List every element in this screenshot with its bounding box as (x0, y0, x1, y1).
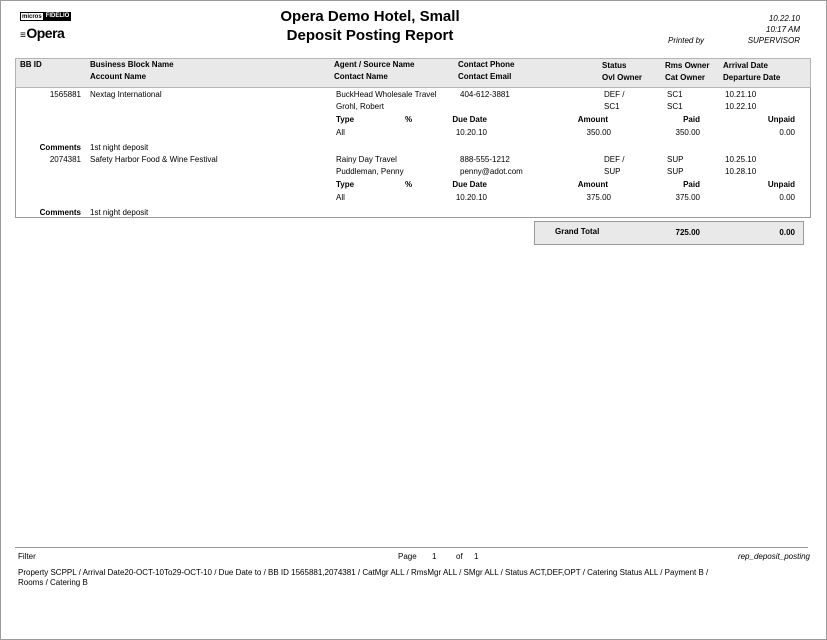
col-bb-id: BB ID (20, 60, 42, 69)
logo-fidelio-text: FIDELIO (45, 13, 70, 19)
sub-col-due-date: Due Date (452, 115, 487, 124)
sub-col-unpaid: Unpaid (767, 180, 795, 189)
cat-owner-value: SC1 (667, 102, 683, 111)
table-right-border (810, 88, 811, 217)
table-bottom-border (15, 217, 811, 218)
status-value: DEF / (604, 90, 625, 99)
col-contact-phone: Contact Phone (458, 60, 515, 69)
deposit-due-date: 10.20.10 (455, 193, 487, 202)
hotel-name: Opera Demo Hotel, Small (280, 8, 460, 25)
sub-col-amount: Amount (577, 180, 608, 189)
status-value: DEF / (604, 155, 625, 164)
sub-col-paid: Paid (683, 180, 700, 189)
col-departure-date: Departure Date (723, 73, 781, 82)
cat-owner-value: SUP (667, 167, 684, 176)
contact-phone: 404-612-3881 (460, 90, 510, 99)
opera-logo (20, 25, 64, 41)
printed-by-label: Printed by (668, 36, 705, 45)
sub-col-type: Type (336, 115, 355, 124)
col-account-name: Account Name (90, 72, 147, 81)
footer-divider (15, 547, 808, 548)
sub-col-due-date: Due Date (452, 180, 487, 189)
bb-id-value: 2074381 (49, 155, 81, 164)
contact-name: Puddleman, Penny (336, 167, 404, 176)
report-date: 10.22.10 (768, 14, 800, 23)
col-rms-owner: Rms Owner (665, 61, 710, 70)
total-pages: 1 (474, 552, 479, 561)
col-contact-email: Contact Email (458, 72, 512, 81)
departure-value: 10.28.10 (725, 167, 757, 176)
block-name: Nextag International (90, 90, 162, 99)
agent-name: Rainy Day Travel (336, 155, 397, 164)
report-title: Deposit Posting Report (286, 27, 454, 44)
contact-name: Grohl, Robert (336, 102, 385, 111)
bb-id-value: 1565881 (49, 90, 81, 99)
col-business-block-name: Business Block Name (90, 60, 174, 69)
deposit-unpaid: 0.00 (779, 193, 795, 202)
rms-owner-value: SUP (667, 155, 684, 164)
of-label: of (456, 552, 463, 561)
deposit-paid: 350.00 (675, 128, 700, 137)
ovl-owner-value: SUP (604, 167, 621, 176)
printed-by-user: SUPERVISOR (747, 36, 800, 45)
opera-swoosh-icon: ≡ (20, 30, 26, 41)
logo-opera-text: Opera (26, 25, 65, 41)
sub-col-unpaid: Unpaid (767, 115, 795, 124)
page-label: Page (398, 552, 417, 561)
arrival-value: 10.21.10 (725, 90, 757, 99)
page-number: 1 (432, 552, 437, 561)
col-agent-source-name: Agent / Source Name (334, 60, 415, 69)
grand-total-paid: 725.00 (675, 228, 700, 237)
deposit-due-date: 10.20.10 (455, 128, 487, 137)
deposit-unpaid: 0.00 (779, 128, 795, 137)
comments-label: Comments (39, 208, 81, 217)
rms-owner-value: SC1 (667, 90, 683, 99)
comments-label: Comments (39, 143, 81, 152)
deposit-type: All (336, 193, 345, 202)
col-cat-owner: Cat Owner (665, 73, 706, 82)
sub-col-pct: % (405, 180, 413, 189)
sub-col-amount: Amount (577, 115, 608, 124)
block-name: Safety Harbor Food & Wine Festival (90, 155, 218, 164)
deposit-amount: 375.00 (586, 193, 611, 202)
col-ovl-owner: Ovl Owner (602, 73, 643, 82)
deposit-paid: 375.00 (675, 193, 700, 202)
grand-total-unpaid: 0.00 (779, 228, 795, 237)
comment-text: 1st night deposit (90, 143, 149, 152)
sub-col-pct: % (405, 115, 413, 124)
comment-text: 1st night deposit (90, 208, 149, 217)
filter-criteria-line2: Rooms / Catering B (18, 578, 88, 587)
filter-criteria-line1: Property SCPPL / Arrival Date20-OCT-10To29-OCT-10 / Due Date to / BB ID 1565881,2074381 / CatMgr ALL / RmsMgr ALL / SMgr ALL / Status ACT,DEF,OPT / Catering Status ALL / Payment B / (18, 568, 709, 577)
table-left-border (15, 88, 16, 217)
col-arrival-date: Arrival Date (723, 61, 768, 70)
filter-label: Filter (18, 552, 36, 561)
col-contact-name: Contact Name (334, 72, 388, 81)
sub-col-paid: Paid (683, 115, 700, 124)
col-status: Status (602, 61, 627, 70)
grand-total-label: Grand Total (555, 227, 600, 236)
report-file-name: rep_deposit_posting (737, 552, 810, 561)
deposit-type: All (336, 128, 345, 137)
departure-value: 10.22.10 (725, 102, 757, 111)
sub-col-type: Type (336, 180, 355, 189)
arrival-value: 10.25.10 (725, 155, 757, 164)
report-time: 10:17 AM (766, 25, 800, 34)
contact-email: penny@adot.com (460, 167, 523, 176)
agent-name: BuckHead Wholesale Travel (336, 90, 437, 99)
deposit-amount: 350.00 (586, 128, 611, 137)
contact-phone: 888-555-1212 (460, 155, 510, 164)
ovl-owner-value: SC1 (604, 102, 620, 111)
micros-fidelio-logo (20, 12, 72, 21)
logo-micros-text: micros (22, 14, 42, 20)
